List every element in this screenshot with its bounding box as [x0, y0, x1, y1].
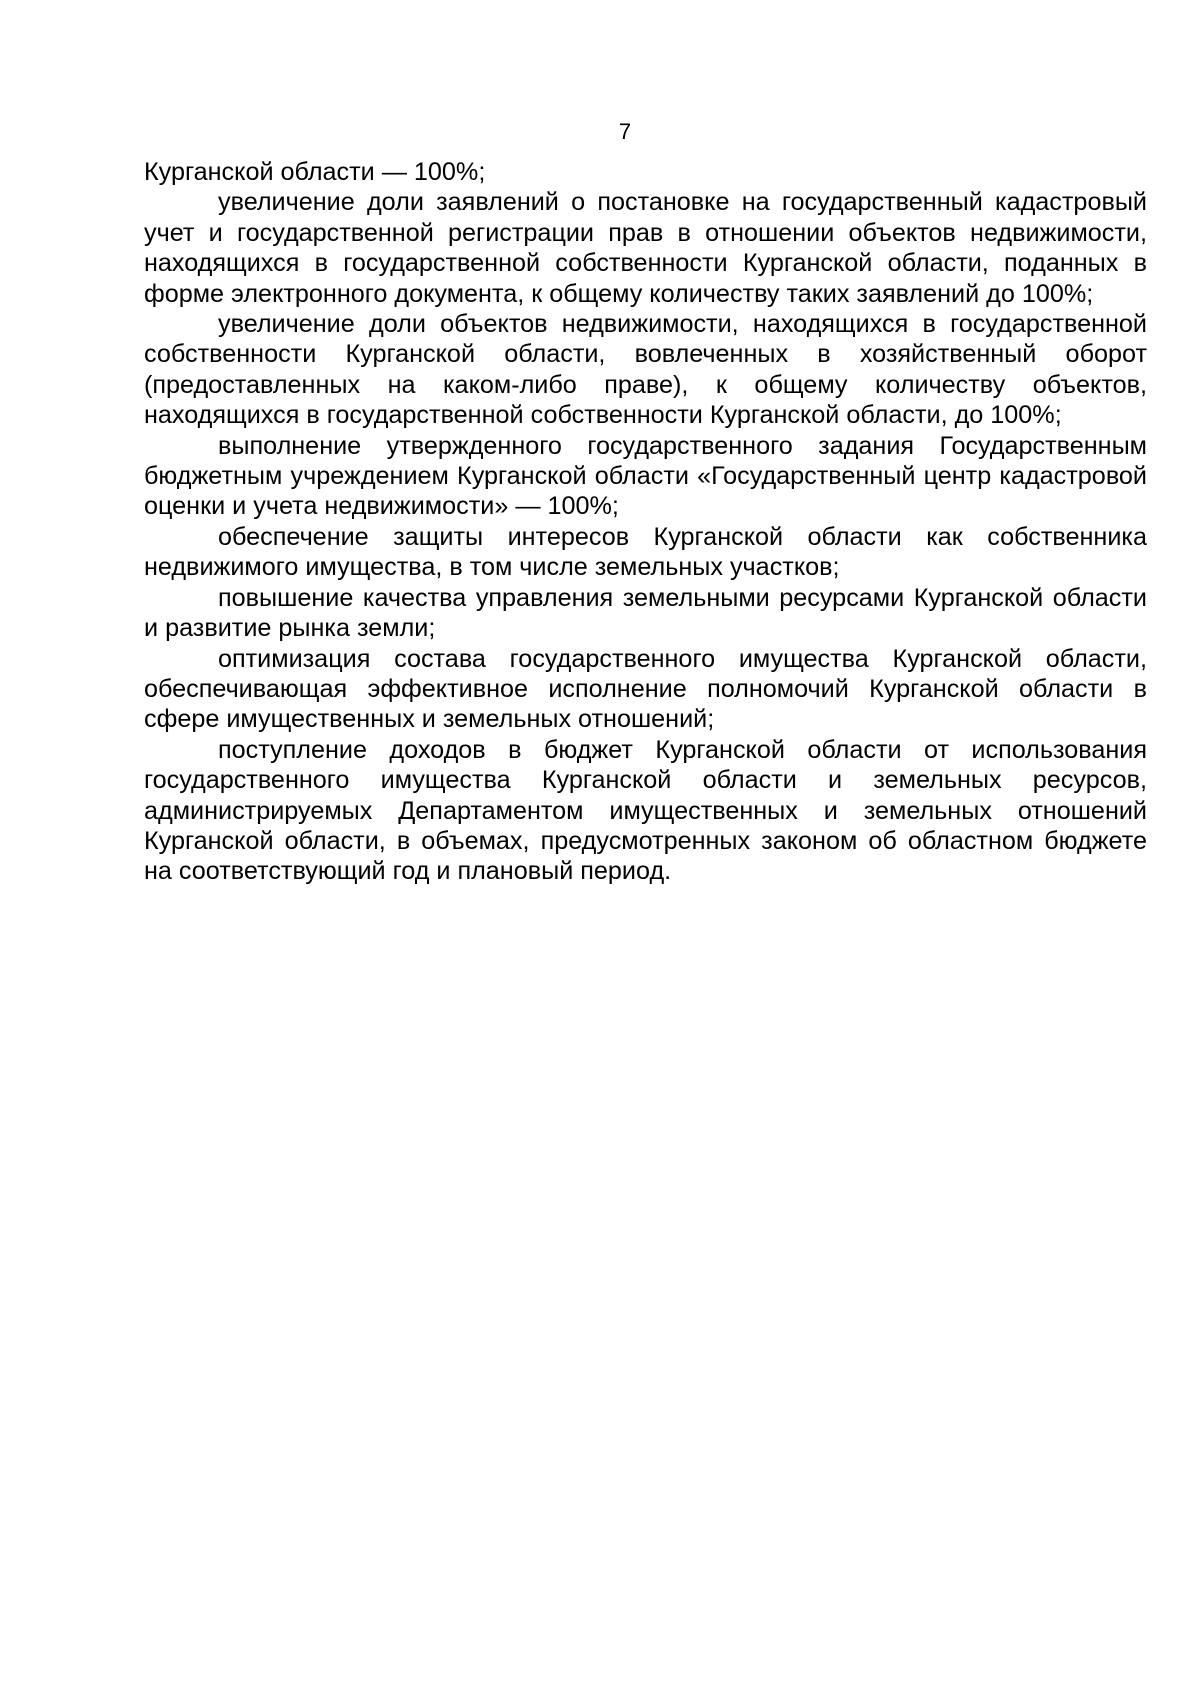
paragraph-item: обеспечение защиты интересов Курганской области как собственника недвижимого имущества, в том числе земельных участков; [144, 522, 1147, 582]
document-body [144, 157, 1147, 887]
paragraph-item: увеличение доли заявлений о постановке на государственный кадастровый учет и государственной регистрации прав в отношении объектов недвижимости, находящихся в государственной собственности Курганской области, поданных в форме электронного документа, к общему количеству таких заявлений до 100%; [144, 188, 1147, 308]
paragraph-item: выполнение утвержденного государственного задания Государственным бюджетным учреждением Курганской области «Государственный центр кадастровой оценки и учета недвижимости» — 100%; [144, 431, 1147, 521]
paragraph-item: оптимизация состава государственного имущества Курганской области, обеспечивающая эффективное исполнение полномочий Курганской области в сфере имущественных и земельных отношений; [144, 644, 1147, 734]
paragraph-item: поступление доходов в бюджет Курганской области от использования государственного имущества Курганской области и земельных ресурсов, администрируемых Департаментом имущественных и земельных отношений Курганской области, в объемах, предусмотренных законом об областном бюджете на соответствующий год и плановый период. [144, 735, 1147, 886]
page-number: 7 [618, 119, 632, 144]
paragraph-item: повышение качества управления земельными ресурсами Курганской области и развитие рынка земли; [144, 583, 1147, 643]
paragraph-item: увеличение доли объектов недвижимости, находящихся в государственной собственности Курганской области, вовлеченных в хозяйственный оборот (предоставленных на каком-либо праве), к общему количеству объектов, находящихся в государственной собственности Курганской области, до 100%; [144, 310, 1147, 430]
paragraph-continuation: Курганской области — 100%; [144, 158, 486, 186]
